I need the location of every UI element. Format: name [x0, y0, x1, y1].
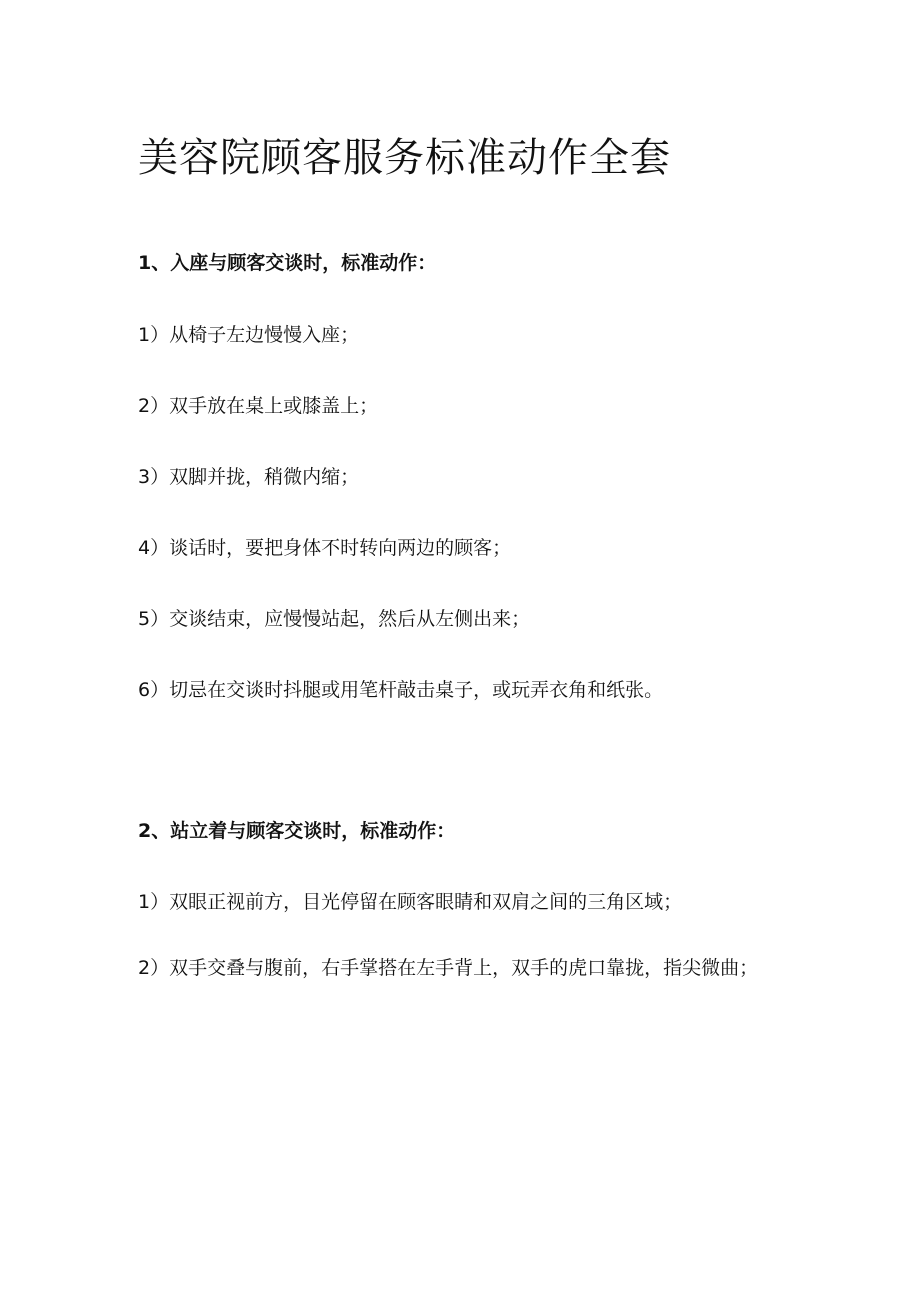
list-item: 3）双脚并拢，稍微内缩； — [138, 466, 360, 488]
list-item: 1）从椅子左边慢慢入座； — [138, 324, 360, 346]
list-item: 5）交谈结束，应慢慢站起，然后从左侧出来； — [138, 608, 531, 630]
list-item: 4）谈话时，要把身体不时转向两边的顾客； — [138, 537, 512, 559]
list-item: 1）双眼正视前方，目光停留在顾客眼睛和双肩之间的三角区域； — [138, 891, 683, 913]
list-item: 6）切忌在交谈时抖腿或用笔杆敲击桌子，或玩弄衣角和纸张。 — [138, 679, 664, 701]
section-heading: 1、入座与顾客交谈时，标准动作： — [138, 252, 437, 274]
section-heading: 2、站立着与顾客交谈时，标准动作： — [138, 820, 456, 842]
list-item: 2）双手交叠与腹前，右手掌搭在左手背上，双手的虎口靠拢，指尖微曲； — [138, 957, 759, 979]
list-item: 2）双手放在桌上或膝盖上； — [138, 395, 379, 417]
document-title: 美容院顾客服务标准动作全套 — [138, 135, 671, 181]
